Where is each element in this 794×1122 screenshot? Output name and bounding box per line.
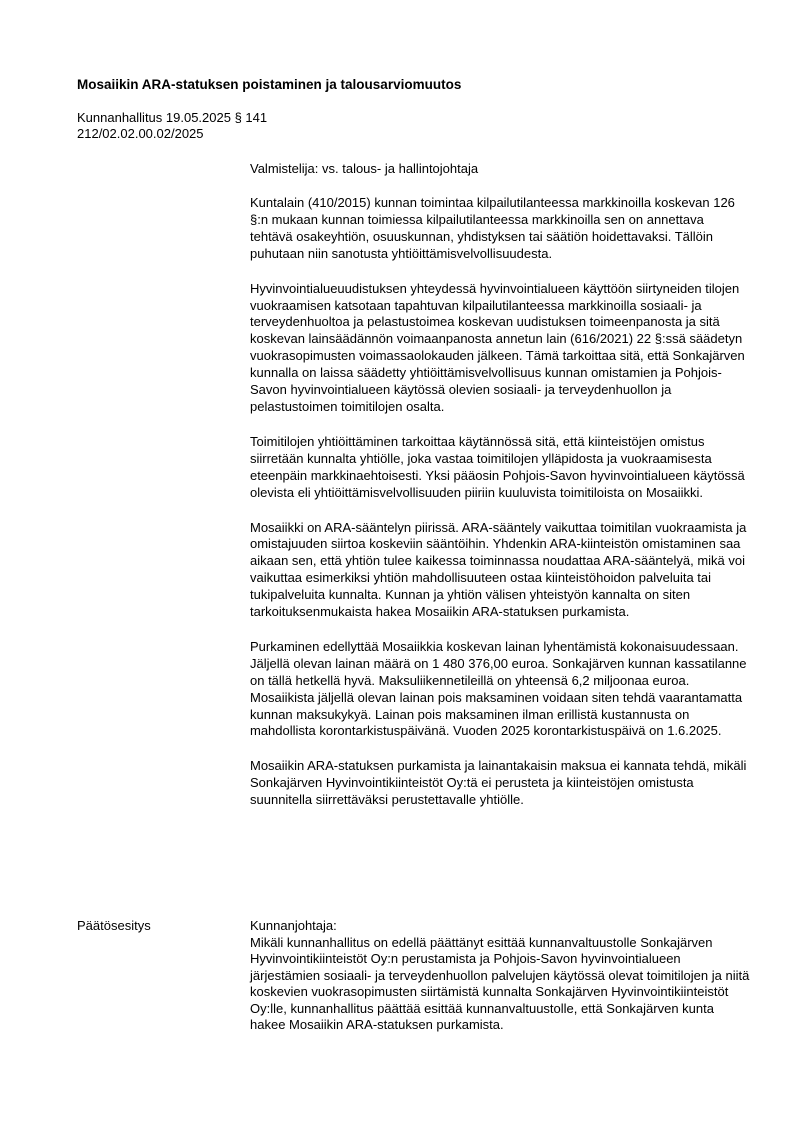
document-title: Mosaiikin ARA-statuksen poistaminen ja talousarviomuutos <box>77 77 462 92</box>
document-meta <box>77 110 267 142</box>
meeting-reference: Kunnanhallitus 19.05.2025 § 141 <box>77 110 268 125</box>
paragraph-2: Hyvinvointialueuudistuksen yhteydessä hyvinvointialueen käyttöön siirtyneiden tilojen vuokraamisen katsotaan tapahtuvan kilpailutilanteessa markkinoilla sosiaali- ja terveydenhuoltoa ja pelastustoimea koskevan uudistuksen toimeenpanosta ja sitä koskevan lainsäädännön voimaanpanosta annetun lain (616/2021) 22 §:ssä säädetyn vuokrasopimusten voimassaolokauden jälkeen. Tämä tarkoittaa sitä, että Sonkajärven kunnalla on laissa säädetty yhtiöittämisvelvollisuus kunnan omistamien ja Pohjois-Savon hyvinvointialueen käytössä olevien sosiaali- ja terveydenhuollon ja pelastustoimen toimitilojen osalta. <box>250 280 745 414</box>
preparer-line: Valmistelija: vs. talous- ja hallintojohtaja <box>250 161 479 176</box>
decision-label: Päätösesitys <box>77 918 151 933</box>
paragraph-3: Toimitilojen yhtiöittäminen tarkoittaa käytännössä sitä, että kiinteistöjen omistus siirretään kunnalta yhtiölle, joka vastaa toimitilojen ylläpidosta ja vuokraamisesta eteenpäin markkinaehtoisesti. Yksi pääosin Pohjois-Savon hyvinvointialueen käytössä olevista eli yhtiöittämisvelvollisuuden piiriin kuuluvista toimitiloista on Mosaiikki. <box>250 433 745 500</box>
decision-proposer: Kunnanjohtaja: <box>250 918 337 933</box>
paragraph-6: Mosaiikin ARA-statuksen purkamista ja lainantakaisin maksua ei kannata tehdä, mikäli Sonkajärven Hyvinvointikiinteistöt Oy:tä ei perusteta ja kiinteistöjen omistusta suunnitella siirrettäväksi perustettavalle yhtiölle. <box>250 758 747 808</box>
paragraph-4: Mosaiikki on ARA-sääntelyn piirissä. ARA-sääntely vaikuttaa toimitilan vuokraamista ja omistajuuden siirtoa koskeviin sääntöihin. Yhdenkin ARA-kiinteistön omistaminen saa aikaan sen, että yhtiön tulee kaikessa toiminnassa noudattaa ARA-sääntelyä, mikä voi vaikuttaa esimerkiksi yhtiön mahdollisuuteen ostaa kiinteistöhoidon palveluita tai tukipalveluita kunnalta. Kunnan ja yhtiön välisen yhteistyön kannalta on siten tarkoituksenmukaista hakea Mosaiikin ARA-statuksen purkamista. <box>250 519 747 620</box>
document-body <box>250 161 750 827</box>
decision-content <box>250 918 750 1034</box>
case-number: 212/02.02.00.02/2025 <box>77 126 204 141</box>
paragraph-1: Kuntalain (410/2015) kunnan toimintaa kilpailutilanteessa markkinoilla koskevan 126 §:n mukaan kunnan toimiessa kilpailutilanteessa markkinoilla sen on annettava tehtävä osakeyhtiön, osuuskunnan, yhdistyksen tai säätiön hoidettavaksi. Tällöin puhutaan niin sanotusta yhtiöittämisvelvollisuudesta. <box>250 195 735 261</box>
decision-text: Mikäli kunnanhallitus on edellä päättänyt esittää kunnanvaltuustolle Sonkajärven Hyvinvointikiinteistöt Oy:n perustamista ja Pohjois-Savon hyvinvointialueen järjestämien sosiaali- ja terveydenhuollon palvelujen käytössä olevat toimitilojen ja niitä koskevien vuokrasopimusten siirtämistä kunnalta Sonkajärven Hyvinvointikiinteistöt Oy:lle, kunnanhallitus päättää esittää kunnanvaltuustolle, että Sonkajärven kunta hakee Mosaiikin ARA-statuksen purkamista. <box>250 934 750 1032</box>
paragraph-5: Purkaminen edellyttää Mosaiikkia koskevan lainan lyhentämistä kokonaisuudessaan. Jäljellä olevan lainan määrä on 1 480 376,00 euroa. Sonkajärven kunnan kassatilanne on tällä hetkellä hyvä. Maksuliikennetileillä on yhteensä 6,2 miljoonaa euroa. Mosaiikista jäljellä olevan lainan pois maksaminen voidaan siten tehdä vaarantamatta kunnan maksukykyä. Lainan pois maksaminen ilman erillistä kustannusta on mahdollista korontarkistuspäivänä. Vuoden 2025 korontarkistuspäivä on 1.6.2025. <box>250 638 747 739</box>
